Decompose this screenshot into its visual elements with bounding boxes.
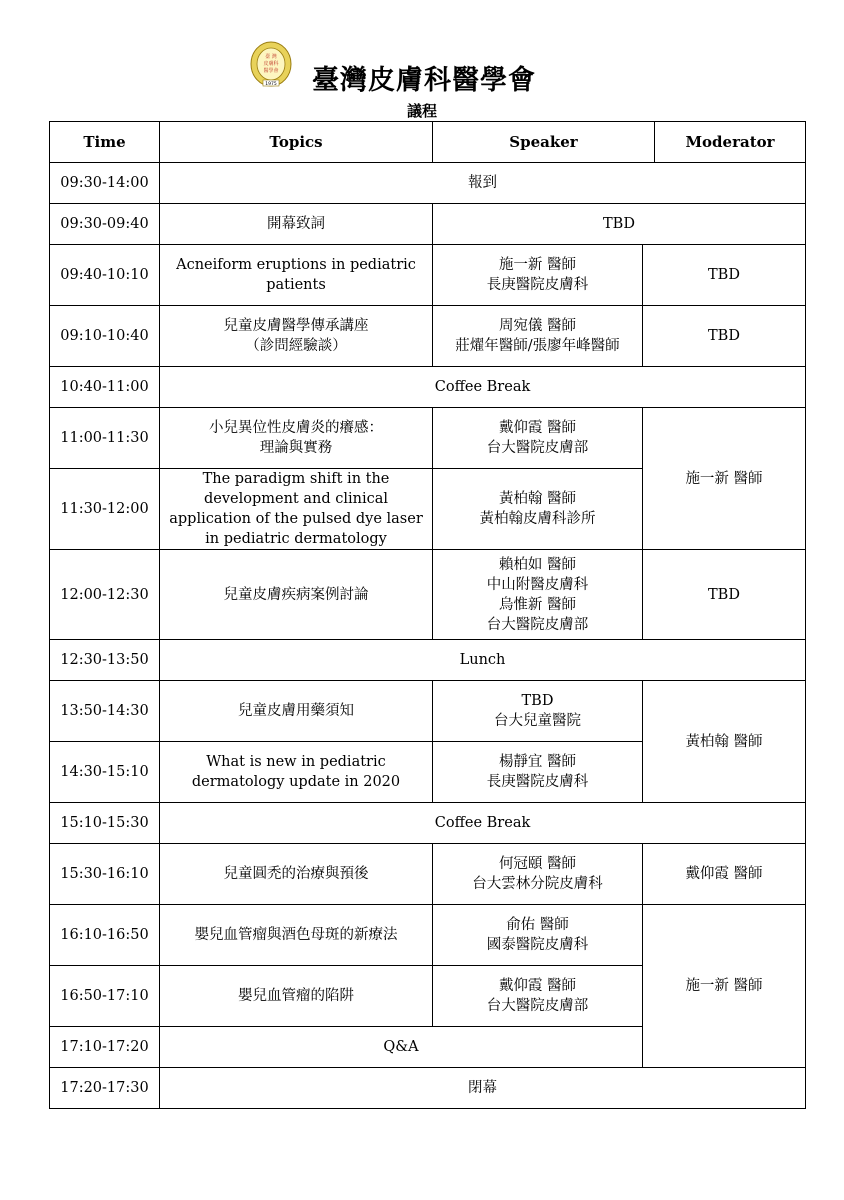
time-cell: 09:10-10:40 bbox=[50, 306, 160, 367]
speaker-name: 楊靜宜 醫師 bbox=[498, 754, 577, 770]
topic-line: 兒童皮膚醫學傳承講座 bbox=[223, 318, 369, 334]
event-cell: Coffee Break bbox=[160, 367, 806, 408]
speaker-name: 賴柏如 醫師 bbox=[498, 556, 577, 573]
speaker-cell: TBD bbox=[433, 204, 806, 245]
time-cell: 15:10-15:30 bbox=[50, 803, 160, 844]
topic-line: （診問經驗談） bbox=[245, 338, 347, 354]
time-cell: 09:40-10:10 bbox=[50, 245, 160, 306]
time-cell: 12:30-13:50 bbox=[50, 640, 160, 681]
speaker-affiliation: 長庚醫院皮膚科 bbox=[486, 277, 589, 293]
speaker-cell bbox=[433, 844, 643, 905]
table-header-row bbox=[50, 122, 806, 163]
time-cell: 11:00-11:30 bbox=[50, 408, 160, 469]
table-row bbox=[50, 1068, 806, 1109]
event-cell: 閉幕 bbox=[160, 1068, 806, 1109]
time-cell: 10:40-11:00 bbox=[50, 367, 160, 408]
table-row bbox=[50, 204, 806, 245]
svg-text:1975: 1975 bbox=[265, 82, 277, 87]
topic-line: 小兒異位性皮膚炎的癢感： bbox=[209, 420, 383, 436]
topic-line: 理論與實務 bbox=[259, 440, 333, 456]
table-row bbox=[50, 550, 806, 640]
time-cell: 13:50-14:30 bbox=[50, 681, 160, 742]
topic-cell: Acneiform eruptions in pediatric patients bbox=[160, 245, 433, 306]
speaker-affiliation: 台大雲林分院皮膚科 bbox=[472, 876, 603, 892]
speaker-affiliation: 台大醫院皮膚部 bbox=[486, 616, 589, 633]
column-header-topics: Topics bbox=[160, 122, 433, 163]
column-header-speaker: Speaker bbox=[433, 122, 655, 163]
column-header-moderator: Moderator bbox=[655, 122, 806, 163]
speaker-affiliation: 中山附醫皮膚科 bbox=[486, 576, 589, 593]
table-row bbox=[50, 844, 806, 905]
association-seal-logo bbox=[249, 40, 293, 90]
event-cell: Q&A bbox=[160, 1027, 643, 1068]
speaker-name: 施一新 醫師 bbox=[498, 257, 577, 273]
topic-cell: What is new in pediatric dermatology update in 2020 bbox=[160, 742, 433, 803]
moderator-cell: TBD bbox=[643, 306, 806, 367]
speaker-affiliation: 台大醫院皮膚部 bbox=[486, 440, 589, 456]
time-cell: 17:10-17:20 bbox=[50, 1027, 160, 1068]
agenda-table bbox=[49, 121, 806, 1109]
speaker-cell bbox=[433, 469, 643, 550]
time-cell: 09:30-09:40 bbox=[50, 204, 160, 245]
speaker-affiliation: 國泰醫院皮膚科 bbox=[486, 937, 589, 953]
time-cell: 16:50-17:10 bbox=[50, 966, 160, 1027]
moderator-cell: TBD bbox=[643, 550, 806, 640]
svg-text:臺 灣: 臺 灣 bbox=[265, 54, 277, 60]
topic-cell: 嬰兒血管瘤與酒色母斑的新療法 bbox=[160, 905, 433, 966]
speaker-affiliation: 台大兒童醫院 bbox=[494, 713, 581, 729]
speaker-affiliation: 台大醫院皮膚部 bbox=[486, 998, 589, 1014]
speaker-cell bbox=[433, 742, 643, 803]
event-cell: 報到 bbox=[160, 163, 806, 204]
speaker-name: 戴仰霞 醫師 bbox=[498, 978, 577, 994]
speaker-cell bbox=[433, 966, 643, 1027]
table-row bbox=[50, 640, 806, 681]
time-cell: 09:30-14:00 bbox=[50, 163, 160, 204]
speaker-cell bbox=[433, 245, 643, 306]
table-row bbox=[50, 803, 806, 844]
topic-cell: The paradigm shift in the development and clinical application of the pulsed dye laser in pediatric dermatology bbox=[160, 469, 433, 550]
topic-cell bbox=[160, 408, 433, 469]
event-cell: Coffee Break bbox=[160, 803, 806, 844]
time-cell: 17:20-17:30 bbox=[50, 1068, 160, 1109]
time-cell: 11:30-12:00 bbox=[50, 469, 160, 550]
topic-cell bbox=[160, 306, 433, 367]
time-cell: 15:30-16:10 bbox=[50, 844, 160, 905]
organization-name: 臺灣皮膚科醫學會 bbox=[312, 65, 536, 96]
speaker-name: 俞佑 醫師 bbox=[506, 917, 569, 933]
speaker-cell bbox=[433, 905, 643, 966]
table-row bbox=[50, 408, 806, 469]
moderator-cell: 施一新 醫師 bbox=[643, 408, 806, 550]
time-cell: 16:10-16:50 bbox=[50, 905, 160, 966]
topic-cell: 兒童皮膚疾病案例討論 bbox=[160, 550, 433, 640]
speaker-affiliation: 長庚醫院皮膚科 bbox=[486, 774, 589, 790]
time-cell: 12:00-12:30 bbox=[50, 550, 160, 640]
speaker-name: 戴仰霞 醫師 bbox=[498, 420, 577, 436]
speaker-affiliation: 莊燿年醫師/張廖年峰醫師 bbox=[455, 338, 620, 354]
moderator-cell: 施一新 醫師 bbox=[643, 905, 806, 1068]
moderator-cell: TBD bbox=[643, 245, 806, 306]
topic-cell: 兒童皮膚用藥須知 bbox=[160, 681, 433, 742]
topic-cell: 兒童圓禿的治療與預後 bbox=[160, 844, 433, 905]
table-row bbox=[50, 367, 806, 408]
svg-text:皮膚科: 皮膚科 bbox=[263, 61, 279, 67]
topic-cell: 開幕致詞 bbox=[160, 204, 433, 245]
table-row bbox=[50, 905, 806, 966]
table-row bbox=[50, 245, 806, 306]
document-title: 議程 bbox=[406, 102, 437, 120]
speaker-cell bbox=[433, 306, 643, 367]
speaker-affiliation: 黃柏翰皮膚科診所 bbox=[479, 511, 596, 527]
moderator-cell: 黃柏翰 醫師 bbox=[643, 681, 806, 803]
speaker-cell bbox=[433, 408, 643, 469]
speaker-cell bbox=[433, 681, 643, 742]
speaker-cell bbox=[433, 550, 643, 640]
table-row bbox=[50, 306, 806, 367]
speaker-name: 何冠頤 醫師 bbox=[498, 856, 577, 872]
topic-cell: 嬰兒血管瘤的陷阱 bbox=[160, 966, 433, 1027]
speaker-name: TBD bbox=[521, 693, 554, 709]
table-row bbox=[50, 163, 806, 204]
svg-text:醫學會: 醫學會 bbox=[263, 68, 279, 74]
document-header bbox=[0, 36, 844, 126]
speaker-name: 烏惟新 醫師 bbox=[498, 596, 577, 613]
time-cell: 14:30-15:10 bbox=[50, 742, 160, 803]
column-header-time: Time bbox=[50, 122, 160, 163]
speaker-name: 周宛儀 醫師 bbox=[498, 318, 577, 334]
moderator-cell: 戴仰霞 醫師 bbox=[643, 844, 806, 905]
speaker-name: 黃柏翰 醫師 bbox=[498, 491, 577, 507]
table-row bbox=[50, 681, 806, 742]
event-cell: Lunch bbox=[160, 640, 806, 681]
